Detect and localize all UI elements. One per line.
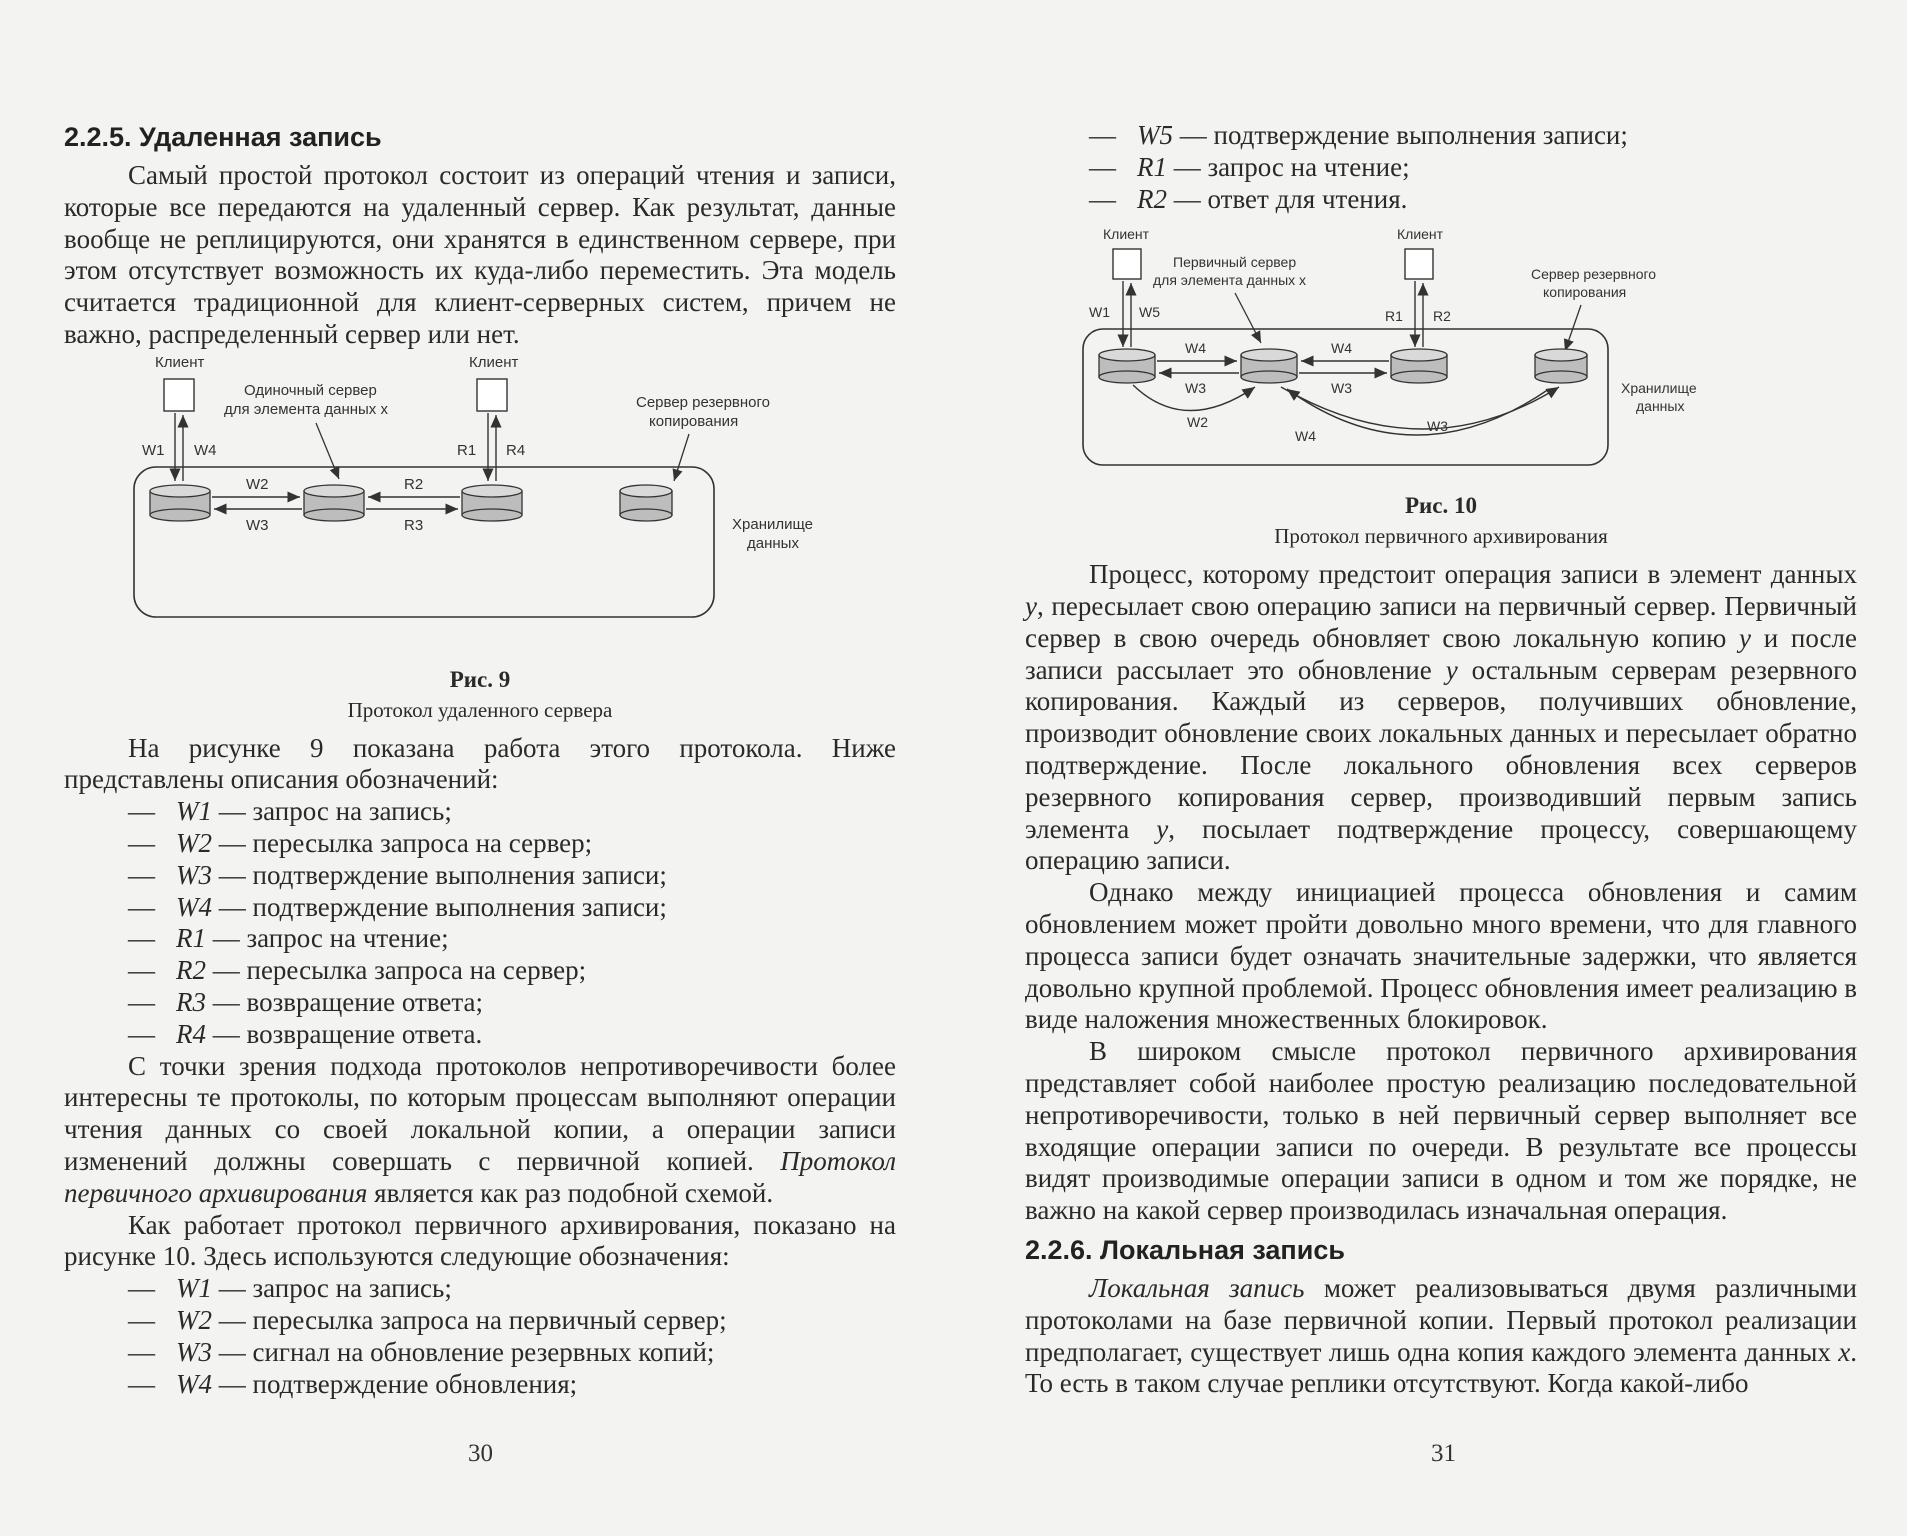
- storage-label-1: Хранилище: [732, 515, 813, 533]
- label-r2: R2: [1433, 308, 1451, 325]
- list-item: — W1 — запрос на запись;: [128, 796, 452, 827]
- list-item: — W2 — пересылка запроса на первичный сервер;: [128, 1304, 727, 1335]
- label-r1: R1: [1385, 308, 1403, 325]
- client-label-left: Клиент: [1103, 226, 1150, 243]
- storage-label-1: Хранилище: [1621, 380, 1697, 397]
- figure-9-title: Протокол удаленного сервера: [347, 697, 613, 722]
- client-box-right: [477, 379, 507, 411]
- client-label-left: Клиент: [155, 356, 205, 371]
- figure-9-number: Рис. 9: [449, 666, 511, 692]
- client-label-right: Клиент: [1397, 226, 1444, 243]
- page-number-right: 31: [1431, 1440, 1456, 1467]
- db-cylinder-1: [1099, 349, 1155, 383]
- figure-10-title: Протокол первичного архивирования: [1274, 524, 1608, 549]
- left-text-column: [64, 120, 896, 1400]
- db-cylinder-backup: [1535, 349, 1587, 383]
- primary-backup-paragraph: Как работает протокол первичного архивирования, показано на рисунке 10. Здесь используются следующие обозначения:: [64, 1209, 896, 1272]
- list-item: — R3 — возвращение ответа;: [128, 986, 484, 1017]
- list-item: — R1 — запрос на чтение;: [1089, 151, 1410, 182]
- list-item: — R4 — возвращение ответа.: [128, 1018, 483, 1049]
- db-cylinder-single-server: [304, 485, 364, 521]
- label-w4: W4: [194, 441, 217, 459]
- sequential-consistency-paragraph: В широком смысле протокол первичного архивирования представляет собой наиболее простую реализацию последовательной непротиворечивости, только в ней первичный сервер выполняет все входящие операции записи по очереди. В результате все процессы видят производимые операции записи в одном и том же порядке, не важно на какой сервер производилась изначальная операция.: [1025, 1036, 1857, 1226]
- list-item: — W1 — запрос на запись;: [128, 1273, 452, 1304]
- legend-list-fig10-cont: [1025, 120, 1857, 215]
- db-cylinder-3: [462, 485, 522, 521]
- label-w3-a: W3: [1185, 380, 1206, 397]
- list-item: — W2 — пересылка запроса на сервер;: [128, 827, 593, 858]
- label-w3-c: W3: [1427, 418, 1448, 435]
- label-w5: W5: [1139, 304, 1160, 321]
- section-heading-remote-write: 2.2.5. Удаленная запись: [64, 122, 382, 152]
- list-item: — W5 — подтверждение выполнения записи;: [1089, 120, 1628, 150]
- primary-server-label-2: для элемента данных x: [1153, 272, 1307, 289]
- label-w3-b: W3: [1331, 380, 1352, 397]
- figure-9-diagram: [64, 357, 896, 657]
- client-box-left: [1113, 249, 1141, 279]
- single-server-label-1: Одиночный сервер: [244, 381, 377, 399]
- label-w4-b: W4: [1331, 340, 1352, 357]
- list-item: — W3 — сигнал на обновление резервных копий;: [128, 1336, 715, 1367]
- single-server-label-2: для элемента данных x: [224, 400, 388, 418]
- client-label-right: Клиент: [469, 356, 519, 371]
- page-number-left: 30: [468, 1440, 493, 1467]
- label-r2: R2: [404, 475, 424, 493]
- list-item: — W4 — подтверждение выполнения записи;: [128, 891, 667, 922]
- storage-label-2: данных: [747, 534, 799, 552]
- right-text-column: [1025, 120, 1857, 1400]
- label-w3: W3: [246, 516, 269, 534]
- intro-paragraph: Самый простой протокол состоит из операций чтения и записи, которые все передаются на удаленный сервер. Как результат, данные вообще не реплицируются, они хранятся в единственном сервере, при этом отсутствует возможность их куда-либо переместить. Эта модель считается традиционной для клиент-серверных систем, причем не важно, распределенный сервер или нет.: [64, 160, 896, 349]
- storage-label-2: данных: [1636, 398, 1685, 415]
- db-cylinder-3: [1391, 349, 1447, 383]
- backup-server-label-2: копирования: [1543, 284, 1627, 301]
- label-w4-c: W4: [1295, 428, 1316, 445]
- label-w4-a: W4: [1185, 340, 1206, 357]
- list-item: — W4 — подтверждение обновления;: [128, 1368, 578, 1399]
- list-item: — R2 — пересылка запроса на сервер;: [128, 955, 587, 986]
- left-page: [0, 0, 953, 1536]
- label-r1: R1: [457, 441, 477, 459]
- db-cylinder-primary: [1241, 349, 1297, 383]
- figure-10-diagram: [1025, 221, 1857, 483]
- backup-server-label-1: Сервер резервного: [636, 393, 770, 411]
- legend-list-fig10: [64, 1273, 896, 1400]
- right-page: [953, 0, 1907, 1536]
- legend-list-fig9: [64, 796, 896, 1050]
- backup-server-label-2: копирования: [649, 412, 739, 430]
- section-heading-local-write: 2.2.6. Локальная запись: [1025, 1234, 1345, 1265]
- delay-paragraph: Однако между инициацией процесса обновления и самим обновлением может пройти довольно много времени, что для главного процесса записи будет означать значительные задержки, что является довольно крупной проблемой. Процесс обновления имеет реализацию в виде наложения множественных блокировок.: [1025, 877, 1857, 1035]
- figure-9: [64, 357, 896, 725]
- db-cylinder-backup: [620, 485, 672, 521]
- client-box-right: [1405, 249, 1433, 279]
- list-item: — R2 — ответ для чтения.: [1089, 183, 1408, 214]
- label-w2: W2: [246, 475, 269, 493]
- db-cylinder-1: [150, 485, 210, 521]
- list-item: — R1 — запрос на чтение;: [128, 923, 449, 954]
- primary-server-label-1: Первичный сервер: [1173, 254, 1297, 271]
- local-write-paragraph: Локальная запись может реализовываться двумя различными протоколами на базе первичной копии. Первый протокол реализации предполагает, существует лишь одна копия каждого элемента данных x. То есть в таком случае реплики отсутствуют. Когда какой-либо: [1025, 1272, 1857, 1399]
- backup-server-label-1: Сервер резервного: [1531, 266, 1657, 283]
- label-r3: R3: [404, 516, 424, 534]
- label-w1: W1: [1089, 304, 1110, 321]
- consistency-paragraph: С точки зрения подхода протоколов непротиворечивости более интересны те протоколы, по которым процессам выполняют операции чтения данных со своей локальной копии, а операции записи изменений должны совершать с первичной копией. Протокол первичного архивирования является как раз подобной схемой.: [64, 1050, 896, 1208]
- figure-10: [1025, 221, 1857, 551]
- client-box-left: [164, 379, 194, 411]
- label-r4: R4: [506, 441, 526, 459]
- label-w2: W2: [1187, 414, 1208, 431]
- label-w1: W1: [142, 441, 165, 459]
- figure-10-number: Рис. 10: [1404, 493, 1477, 519]
- list-item: — W3 — подтверждение выполнения записи;: [128, 859, 667, 890]
- primary-process-paragraph: Процесс, которому предстоит операция записи в элемент данных y, пересылает свою операцию записи на первичный сервер. Первичный сервер в свою очередь обновляет свою локальную копию y и после записи рассылает это обновление y остальным серверам резервного копирования. Каждый из серверов, получивших обновление, производит обновление своих локальных данных и пересылает обратно подтверждение. После локального обновления всех серверов резервного копирования сервер, производивший первым запись элемента y, посылает подтверждение процессу, совершающему операцию записи.: [1025, 559, 1857, 876]
- figure-9-description: На рисунке 9 показана работа этого протокола. Ниже представлены описания обозначений:: [64, 732, 896, 795]
